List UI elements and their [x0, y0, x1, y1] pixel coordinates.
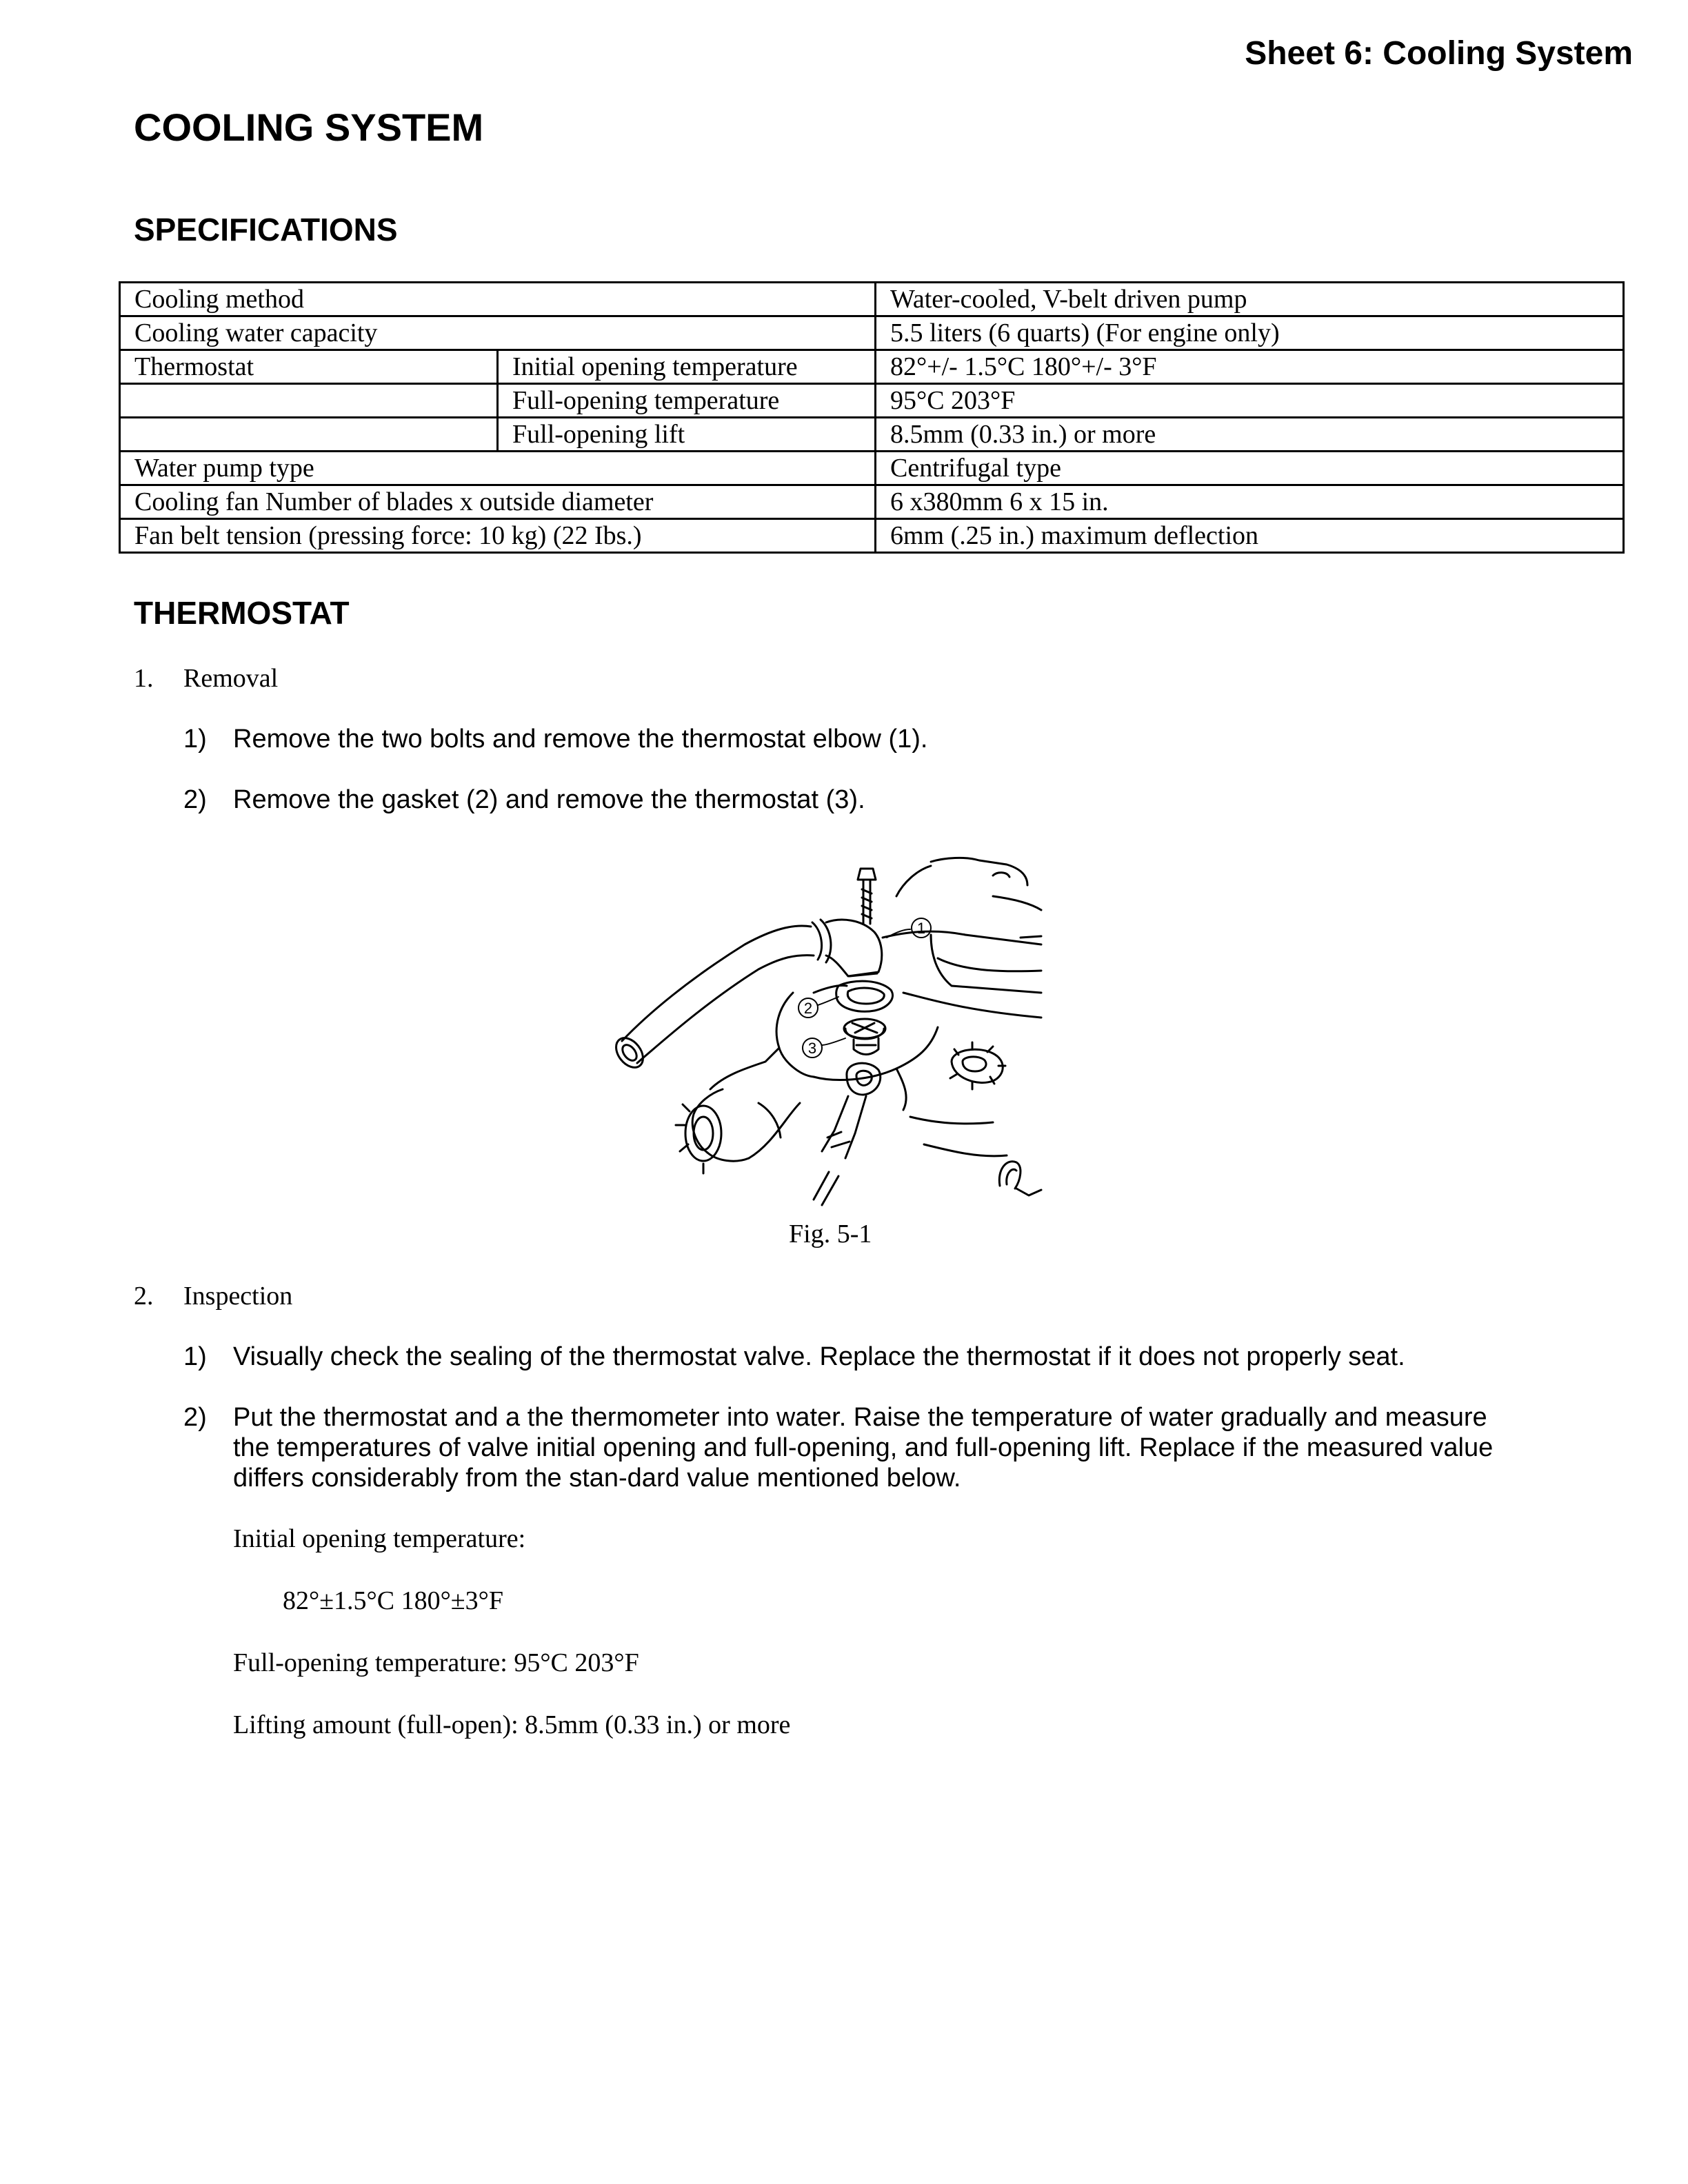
section-title: Inspection [183, 1282, 293, 1311]
spec-value: 8.5mm (0.33 in.) or more [876, 418, 1624, 452]
thermostat-removal-figure [607, 855, 1048, 1213]
table-row [120, 485, 1624, 519]
section-title: Removal [183, 664, 279, 693]
step-text: Visually check the sealing of the thermostat valve. Replace the thermostat if it does not properly seat. [233, 1342, 1405, 1371]
table-row [120, 350, 1624, 384]
table-row [120, 384, 1624, 418]
table-row [120, 418, 1624, 452]
specifications-table [119, 281, 1625, 554]
table-row [120, 316, 1624, 350]
spec-label: Cooling method [120, 283, 876, 316]
spec-sublabel: Initial opening temperature [498, 350, 876, 384]
table-row [120, 452, 1624, 485]
sheet-title: Sheet 6: Cooling System [1245, 35, 1633, 72]
figure-callout-1: 1 [916, 920, 926, 937]
initial-opening-label: Initial opening temperature: [233, 1524, 526, 1553]
spec-label: Water pump type [120, 452, 876, 485]
lifting-amount: Lifting amount (full-open): 8.5mm (0.33 in.) or more [233, 1710, 791, 1739]
spec-label [120, 418, 498, 452]
step-number: 1) [183, 1342, 207, 1371]
section-number: 2. [134, 1282, 154, 1311]
spec-value: 6mm (.25 in.) maximum deflection [876, 519, 1624, 553]
spec-label: Fan belt tension (pressing force: 10 kg) (22 Ibs.) [120, 519, 876, 553]
spec-value: 6 x380mm 6 x 15 in. [876, 485, 1624, 519]
step-text: Remove the two bolts and remove the thermostat elbow (1). [233, 725, 928, 754]
spec-label [120, 384, 498, 418]
spec-value: 5.5 liters (6 quarts) (For engine only) [876, 316, 1624, 350]
specifications-heading: SPECIFICATIONS [134, 212, 398, 247]
table-row [120, 283, 1624, 316]
spec-value: 95°C 203°F [876, 384, 1624, 418]
spec-sublabel: Full-opening temperature [498, 384, 876, 418]
thermostat-heading: THERMOSTAT [134, 595, 350, 631]
step-text: Put the thermostat and a the thermometer into water. Raise the temperature of water gradually and measure the temperatures of valve initial opening and full-opening, and full-opening lift. Replace if the measured value differs considerably from the stan-dard value mentioned below. [233, 1403, 1494, 1493]
spec-value: Water-cooled, V-belt driven pump [876, 283, 1624, 316]
table-row [120, 519, 1624, 553]
spec-value: Centrifugal type [876, 452, 1624, 485]
spec-label: Cooling fan Number of blades x outside diameter [120, 485, 876, 519]
spec-sublabel: Full-opening lift [498, 418, 876, 452]
section-number: 1. [134, 664, 154, 693]
step-number: 1) [183, 725, 207, 754]
figure-callout-2: 2 [803, 1000, 813, 1017]
step-number: 2) [183, 1403, 207, 1432]
page-title: COOLING SYSTEM [134, 105, 484, 149]
spec-label: Cooling water capacity [120, 316, 876, 350]
step-number: 2) [183, 785, 207, 814]
step-text: Remove the gasket (2) and remove the thermostat (3). [233, 785, 865, 814]
spec-value: 82°+/- 1.5°C 180°+/- 3°F [876, 350, 1624, 384]
figure-caption: Fig. 5-1 [789, 1220, 872, 1248]
figure-callout-3: 3 [807, 1040, 817, 1057]
spec-label: Thermostat [120, 350, 498, 384]
initial-opening-value: 82°±1.5°C 180°±3°F [283, 1586, 503, 1615]
full-opening-temperature: Full-opening temperature: 95°C 203°F [233, 1648, 639, 1677]
